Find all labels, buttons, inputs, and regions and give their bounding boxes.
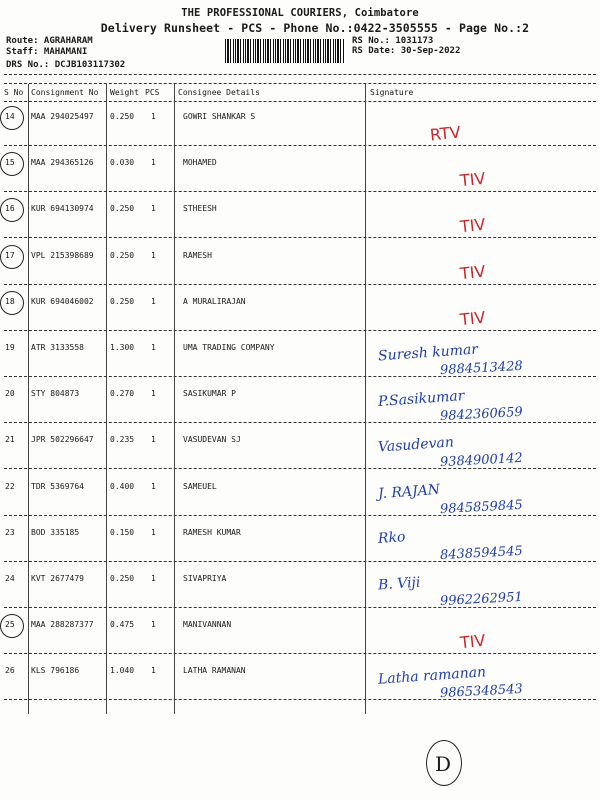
row-consignment-no: JPR 502296647 — [31, 435, 94, 445]
row-separator — [4, 284, 596, 285]
row-signature: TIV — [459, 261, 487, 283]
row-pcs: 1 — [151, 296, 156, 306]
col-signature: Signature — [370, 88, 414, 97]
row-phone: 9962262951 — [439, 589, 524, 610]
row-weight: 0.235 — [110, 435, 135, 445]
row-consignee: UMA TRADING COMPANY — [183, 343, 275, 352]
row-sno: 24 — [5, 574, 15, 583]
row-consignee: SAMEUEL — [183, 481, 217, 491]
row-signature: J. RAJAN — [377, 481, 441, 502]
row-consignee: LATHA RAMANAN — [183, 666, 246, 676]
row-pcs: 1 — [151, 250, 156, 260]
row-signature: Suresh kumar — [377, 341, 479, 365]
row-phone: 9865348543 — [439, 682, 524, 702]
col-consignment: Consignment No — [31, 88, 99, 97]
row-pcs: 1 — [151, 481, 156, 491]
row-consignment-no: MAA 294025497 — [31, 112, 94, 121]
col-sno: S No — [4, 88, 24, 97]
route-label: Route: AGRAHARAM — [6, 36, 93, 46]
row-pcs: 1 — [151, 204, 156, 214]
row-weight: 0.250 — [110, 204, 135, 214]
staff-label: Staff: MAHAMANI — [6, 47, 88, 57]
row-sno: 25 — [5, 620, 15, 630]
row-phone: 9884513428 — [439, 358, 524, 379]
row-weight: 0.030 — [110, 158, 135, 168]
row-phone: 9842360659 — [439, 405, 524, 425]
row-signature: TIV — [459, 168, 487, 191]
runsheet-subtitle: Delivery Runsheet - PCS - Phone No.:0422-3505555 - Page No.:2 — [100, 21, 530, 35]
row-consignee: GOWRI SHANKAR S — [183, 112, 256, 121]
row-consignee: SASIKUMAR P — [183, 389, 236, 399]
header-rule — [4, 101, 596, 102]
row-consignee: VASUDEVAN SJ — [183, 435, 241, 445]
row-separator — [4, 468, 596, 469]
row-signature: TIV — [459, 630, 487, 653]
row-signature: TIV — [459, 215, 487, 237]
row-pcs: 1 — [151, 158, 156, 168]
row-separator — [4, 422, 596, 423]
rs-date: RS Date: 30-Sep-2022 — [352, 46, 461, 56]
row-consignee: SIVAPRIYA — [183, 574, 227, 583]
row-weight: 1.300 — [110, 343, 135, 352]
row-weight: 0.475 — [110, 620, 135, 630]
rs-number: RS No.: 1031173 — [352, 36, 434, 46]
row-signature: TIV — [459, 307, 487, 330]
col-weight: Weight — [110, 88, 139, 97]
row-sno: 21 — [5, 435, 15, 445]
row-pcs: 1 — [151, 112, 156, 121]
row-signature: Latha ramanan — [377, 664, 487, 689]
row-sno: 20 — [5, 389, 15, 399]
col-pcs: PCS — [145, 88, 160, 97]
row-pcs: 1 — [151, 435, 156, 445]
row-sno: 18 — [5, 296, 15, 306]
row-separator — [4, 561, 596, 562]
row-consignee: STHEESH — [183, 204, 217, 214]
row-sno: 23 — [5, 527, 15, 537]
row-consignment-no: ATR 3133558 — [31, 343, 84, 352]
row-consignee: RAMESH KUMAR — [183, 527, 241, 537]
row-consignment-no: KVT 2677479 — [31, 574, 84, 583]
row-sno: 22 — [5, 481, 15, 491]
row-consignment-no: KLS 796186 — [31, 666, 80, 676]
row-consignee: MANIVANNAN — [183, 620, 232, 630]
column-line — [174, 84, 175, 714]
column-line — [106, 84, 107, 714]
row-weight: 0.250 — [110, 112, 135, 121]
row-consignee: RAMESH — [183, 250, 212, 260]
row-signature: RTV — [429, 122, 462, 145]
col-consignee: Consignee Details — [178, 88, 260, 97]
row-pcs: 1 — [151, 666, 156, 676]
row-sno: 14 — [5, 112, 15, 121]
row-weight: 0.400 — [110, 481, 135, 491]
row-signature: P.Sasikumar — [377, 388, 465, 411]
row-consignment-no: KUR 694130974 — [31, 204, 94, 214]
barcode — [225, 39, 345, 63]
row-consignment-no: KUR 694046002 — [31, 296, 94, 306]
row-separator — [4, 515, 596, 516]
row-consignment-no: MAA 294365126 — [31, 158, 94, 168]
row-pcs: 1 — [151, 343, 156, 352]
row-weight: 0.270 — [110, 389, 135, 399]
row-separator — [4, 376, 596, 377]
row-consignment-no: STY 804873 — [31, 389, 80, 399]
row-consignee: A MURALIRAJAN — [183, 296, 246, 306]
row-weight: 0.250 — [110, 250, 135, 260]
row-separator — [4, 607, 596, 608]
row-pcs: 1 — [151, 620, 156, 630]
row-separator — [4, 145, 596, 146]
company-title: THE PROFESSIONAL COURIERS, Coimbatore — [181, 7, 419, 19]
row-sno: 26 — [5, 666, 15, 676]
row-consignee: MOHAMED — [183, 158, 217, 168]
row-weight: 0.150 — [110, 527, 135, 537]
row-weight: 1.040 — [110, 666, 135, 676]
row-consignment-no: BOD 335185 — [31, 527, 80, 537]
row-separator — [4, 191, 596, 192]
row-phone: 9845859845 — [439, 497, 524, 517]
row-pcs: 1 — [151, 527, 156, 537]
column-line — [28, 84, 29, 714]
row-signature: B. Viji — [377, 574, 421, 594]
footer-mark: D — [435, 752, 452, 776]
drs-number: DRS No.: DCJB103117302 — [6, 60, 126, 70]
row-pcs: 1 — [151, 389, 156, 399]
row-consignment-no: TDR 5369764 — [31, 481, 84, 491]
row-signature: Rko — [377, 528, 406, 547]
row-pcs: 1 — [151, 574, 156, 583]
column-line — [365, 84, 366, 714]
row-sno: 17 — [5, 250, 15, 260]
row-weight: 0.250 — [110, 296, 135, 306]
row-signature: Vasudevan — [377, 434, 455, 457]
row-sno: 16 — [5, 204, 15, 214]
row-consignment-no: VPL 215398689 — [31, 250, 94, 260]
row-separator — [4, 653, 596, 654]
separator — [4, 74, 596, 75]
row-consignment-no: MAA 288287377 — [31, 620, 94, 630]
row-separator — [4, 237, 596, 238]
row-phone: 8438594545 — [439, 543, 524, 563]
row-weight: 0.250 — [110, 574, 135, 583]
row-phone: 9384900142 — [439, 451, 524, 471]
row-sno: 19 — [5, 343, 15, 352]
row-sno: 15 — [5, 158, 15, 168]
row-separator — [4, 330, 596, 331]
row-separator — [4, 699, 596, 700]
separator — [4, 83, 596, 84]
